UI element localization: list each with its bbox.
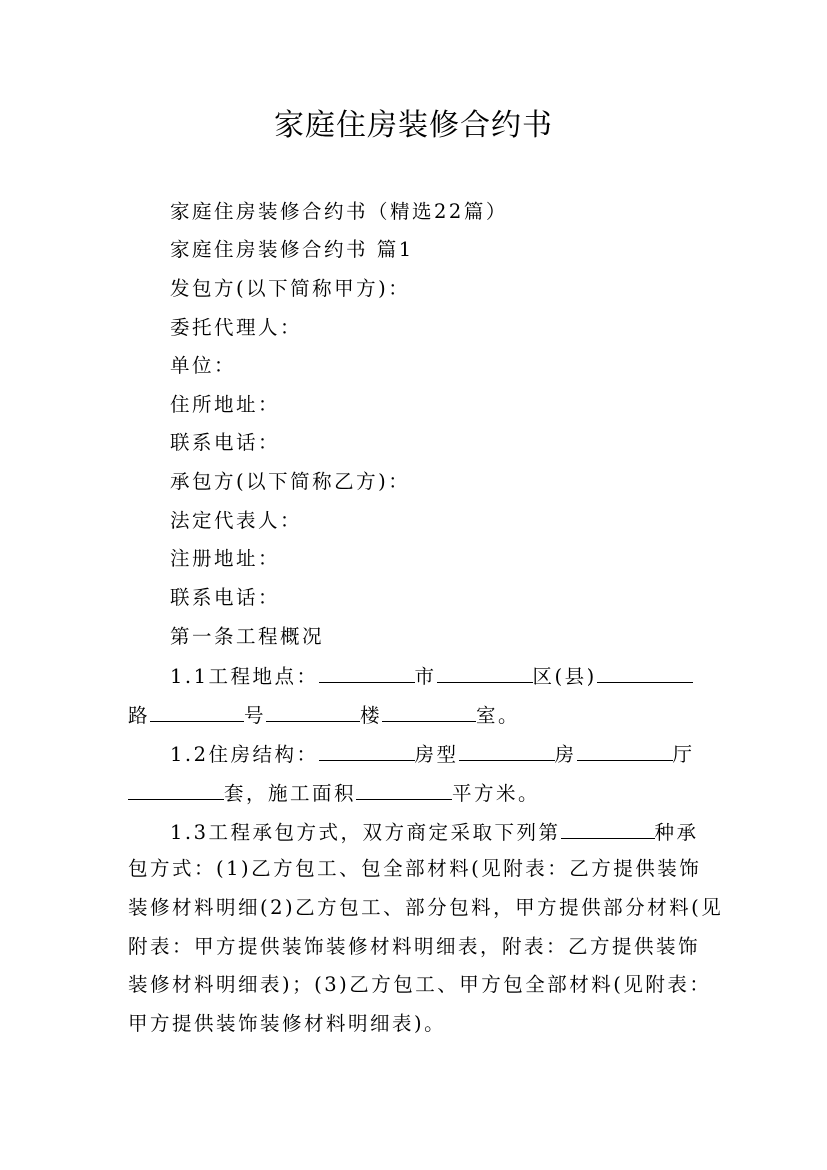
blank-kind[interactable]: [561, 818, 655, 839]
clause-1-1-line-1: [170, 662, 710, 690]
number-text: 号: [244, 704, 267, 727]
blank-street[interactable]: [597, 662, 693, 683]
clause-1-3-line-1: [170, 818, 710, 846]
agent-label: 委托代理人：: [170, 316, 303, 339]
clause-1-2-line-1: [170, 740, 710, 768]
type-text: 房型: [414, 743, 459, 766]
blank-district[interactable]: [437, 662, 533, 683]
blank-structure[interactable]: [319, 740, 415, 761]
document-title: 家庭住房装修合约书: [274, 108, 553, 143]
blank-number[interactable]: [150, 701, 244, 722]
phone-label-a: 联系电话：: [170, 431, 281, 454]
clause-1-3-line-4: 附表：甲方提供装饰装修材料明细表，附表：乙方提供装饰: [128, 935, 701, 958]
party-a-label: 发包方(以下简称甲方)：: [170, 277, 411, 300]
clause-1-1-line-2: [128, 701, 708, 729]
blank-halls[interactable]: [577, 740, 673, 761]
halls-text: 厅: [672, 743, 695, 766]
blank-rooms[interactable]: [459, 740, 555, 761]
district-text: 区(县): [532, 665, 597, 688]
building-text: 楼: [360, 704, 383, 727]
registered-address-label: 注册地址：: [170, 547, 281, 570]
room-text: 室。: [476, 704, 521, 727]
unit-label: 单位：: [170, 354, 237, 377]
clause-1-2-label: 1.2住房结构：: [170, 743, 319, 766]
section-heading: 家庭住房装修合约书 篇1: [170, 238, 414, 261]
set-area-text: 套，施工面积: [224, 782, 357, 805]
area-unit-text: 平方米。: [452, 782, 541, 805]
blank-room[interactable]: [382, 701, 476, 722]
kind-text: 种承: [654, 821, 699, 844]
clause-1-2-line-2: [128, 779, 708, 807]
clause-1-3-line-2: 包方式：(1)乙方包工、包全部材料(见附表：乙方提供装饰: [128, 857, 702, 880]
clause-1-3-line-6: 甲方提供装饰装修材料明细表)。: [128, 1012, 447, 1035]
clause-1-1-label: 1.1工程地点：: [170, 665, 319, 688]
rooms-text: 房: [554, 743, 577, 766]
clause-1-3-label: 1.3工程承包方式，双方商定采取下列第: [170, 821, 561, 844]
blank-city[interactable]: [319, 662, 415, 683]
party-b-label: 承包方(以下简称乙方)：: [170, 470, 411, 493]
address-label: 住所地址：: [170, 393, 281, 416]
phone-label-b: 联系电话：: [170, 586, 281, 609]
article-one-heading: 第一条工程概况: [170, 625, 325, 648]
road-text: 路: [128, 704, 151, 727]
clause-1-3-line-5: 装修材料明细表)；(3)乙方包工、甲方包全部材料(见附表：: [128, 973, 712, 996]
city-text: 市: [414, 665, 437, 688]
subtitle-line: 家庭住房装修合约书（精选22篇）: [170, 200, 508, 223]
blank-building[interactable]: [266, 701, 360, 722]
blank-set[interactable]: [128, 779, 224, 800]
clause-1-3-line-3: 装修材料明细(2)乙方包工、部分包料，甲方提供部分材料(见: [128, 896, 724, 919]
legal-rep-label: 法定代表人：: [170, 509, 303, 532]
blank-area[interactable]: [356, 779, 452, 800]
